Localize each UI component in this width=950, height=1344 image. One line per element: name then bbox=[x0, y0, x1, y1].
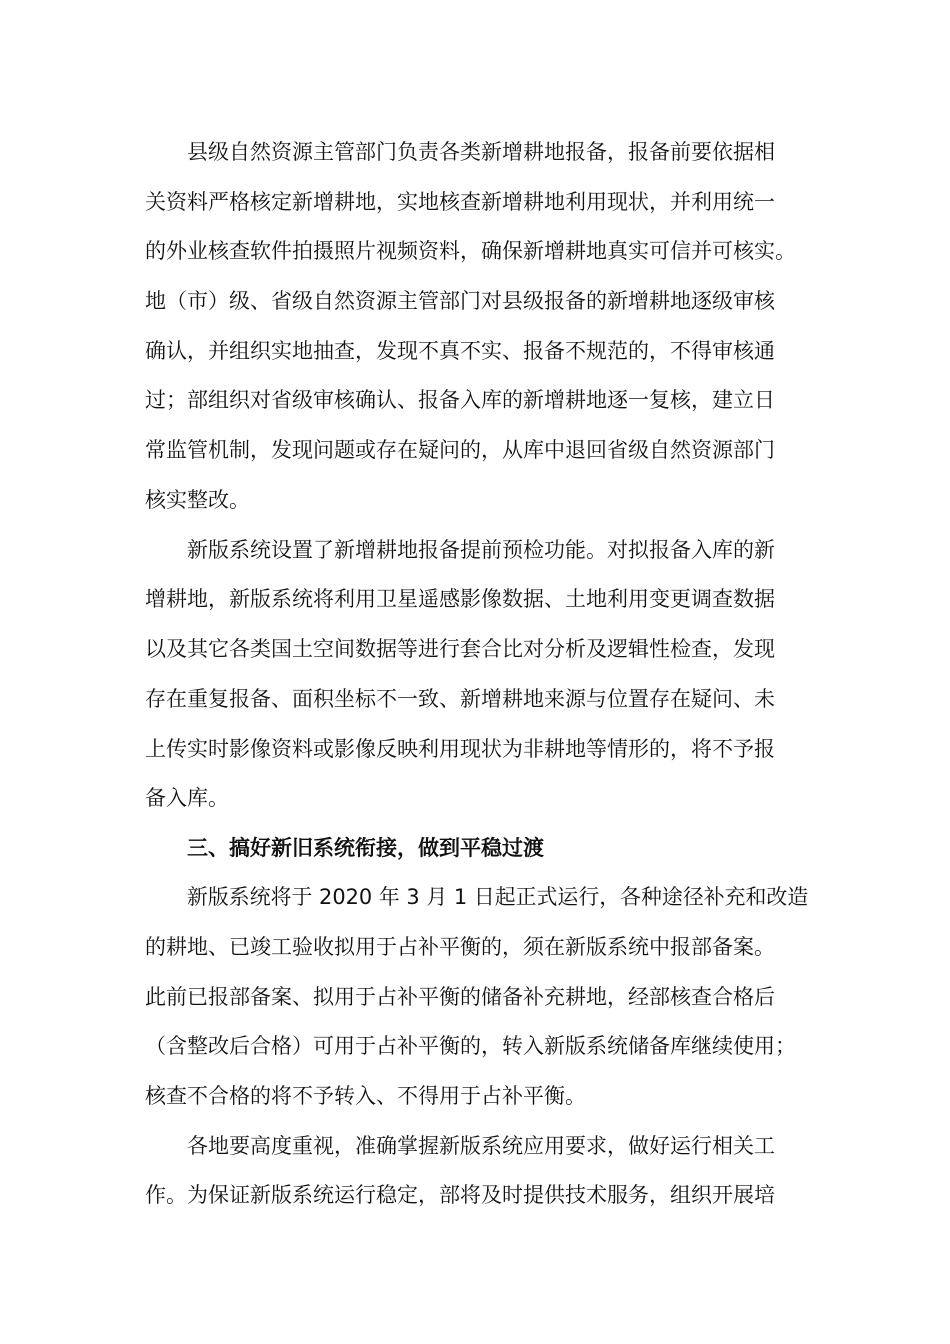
text-line: 过；部组织对省级审核确认、报备入库的新增耕地逐一复核，建立日 bbox=[145, 388, 775, 412]
text-line: （含整改后合格）可用于占补平衡的，转入新版系统储备库继续使用； bbox=[145, 1034, 796, 1058]
text-line: 新版系统设置了新增耕地报备提前预检功能。对拟报备入库的新 bbox=[187, 538, 775, 562]
text-line: 的外业核查软件拍摄照片视频资料，确保新增耕地真实可信并可核实。 bbox=[145, 239, 796, 263]
text-line: 以及其它各类国土空间数据等进行套合比对分析及逻辑性检查，发现 bbox=[145, 637, 775, 661]
text-line: 地（市）级、省级自然资源主管部门对县级报备的新增耕地逐级审核 bbox=[145, 289, 775, 313]
text-line: 增耕地，新版系统将利用卫星遥感影像数据、土地利用变更调查数据 bbox=[145, 587, 775, 611]
text-line: 关资料严格核定新增耕地，实地核查新增耕地利用现状，并利用统一 bbox=[145, 190, 775, 214]
section-heading: 三、搞好新旧系统衔接，做到平稳过渡 bbox=[187, 836, 544, 860]
text-line: 存在重复报备、面积坐标不一致、新增耕地来源与位置存在疑问、未 bbox=[145, 687, 775, 711]
text-line: 各地要高度重视，准确掌握新版系统应用要求，做好运行相关工 bbox=[187, 1134, 775, 1158]
text-line: 县级自然资源主管部门负责各类新增耕地报备，报备前要依据相 bbox=[187, 140, 775, 164]
text-line: 确认，并组织实地抽查，发现不真不实、报备不规范的，不得审核通 bbox=[145, 339, 775, 363]
text-line: 新版系统将于 2020 年 3 月 1 日起正式运行，各种途径补充和改造 bbox=[187, 885, 809, 909]
text-line: 核查不合格的将不予转入、不得用于占补平衡。 bbox=[145, 1084, 586, 1108]
text-line: 备入库。 bbox=[145, 786, 229, 810]
text-line: 常监管机制，发现问题或存在疑问的，从库中退回省级自然资源部门 bbox=[145, 438, 775, 462]
text-line: 的耕地、已竣工验收拟用于占补平衡的，须在新版系统中报部备案。 bbox=[145, 935, 775, 959]
text-line: 此前已报部备案、拟用于占补平衡的储备补充耕地，经部核查合格后 bbox=[145, 985, 775, 1009]
text-line: 核实整改。 bbox=[145, 488, 250, 512]
text-line: 上传实时影像资料或影像反映利用现状为非耕地等情形的，将不予报 bbox=[145, 737, 775, 761]
text-line: 作。为保证新版系统运行稳定，部将及时提供技术服务，组织开展培 bbox=[145, 1183, 775, 1207]
